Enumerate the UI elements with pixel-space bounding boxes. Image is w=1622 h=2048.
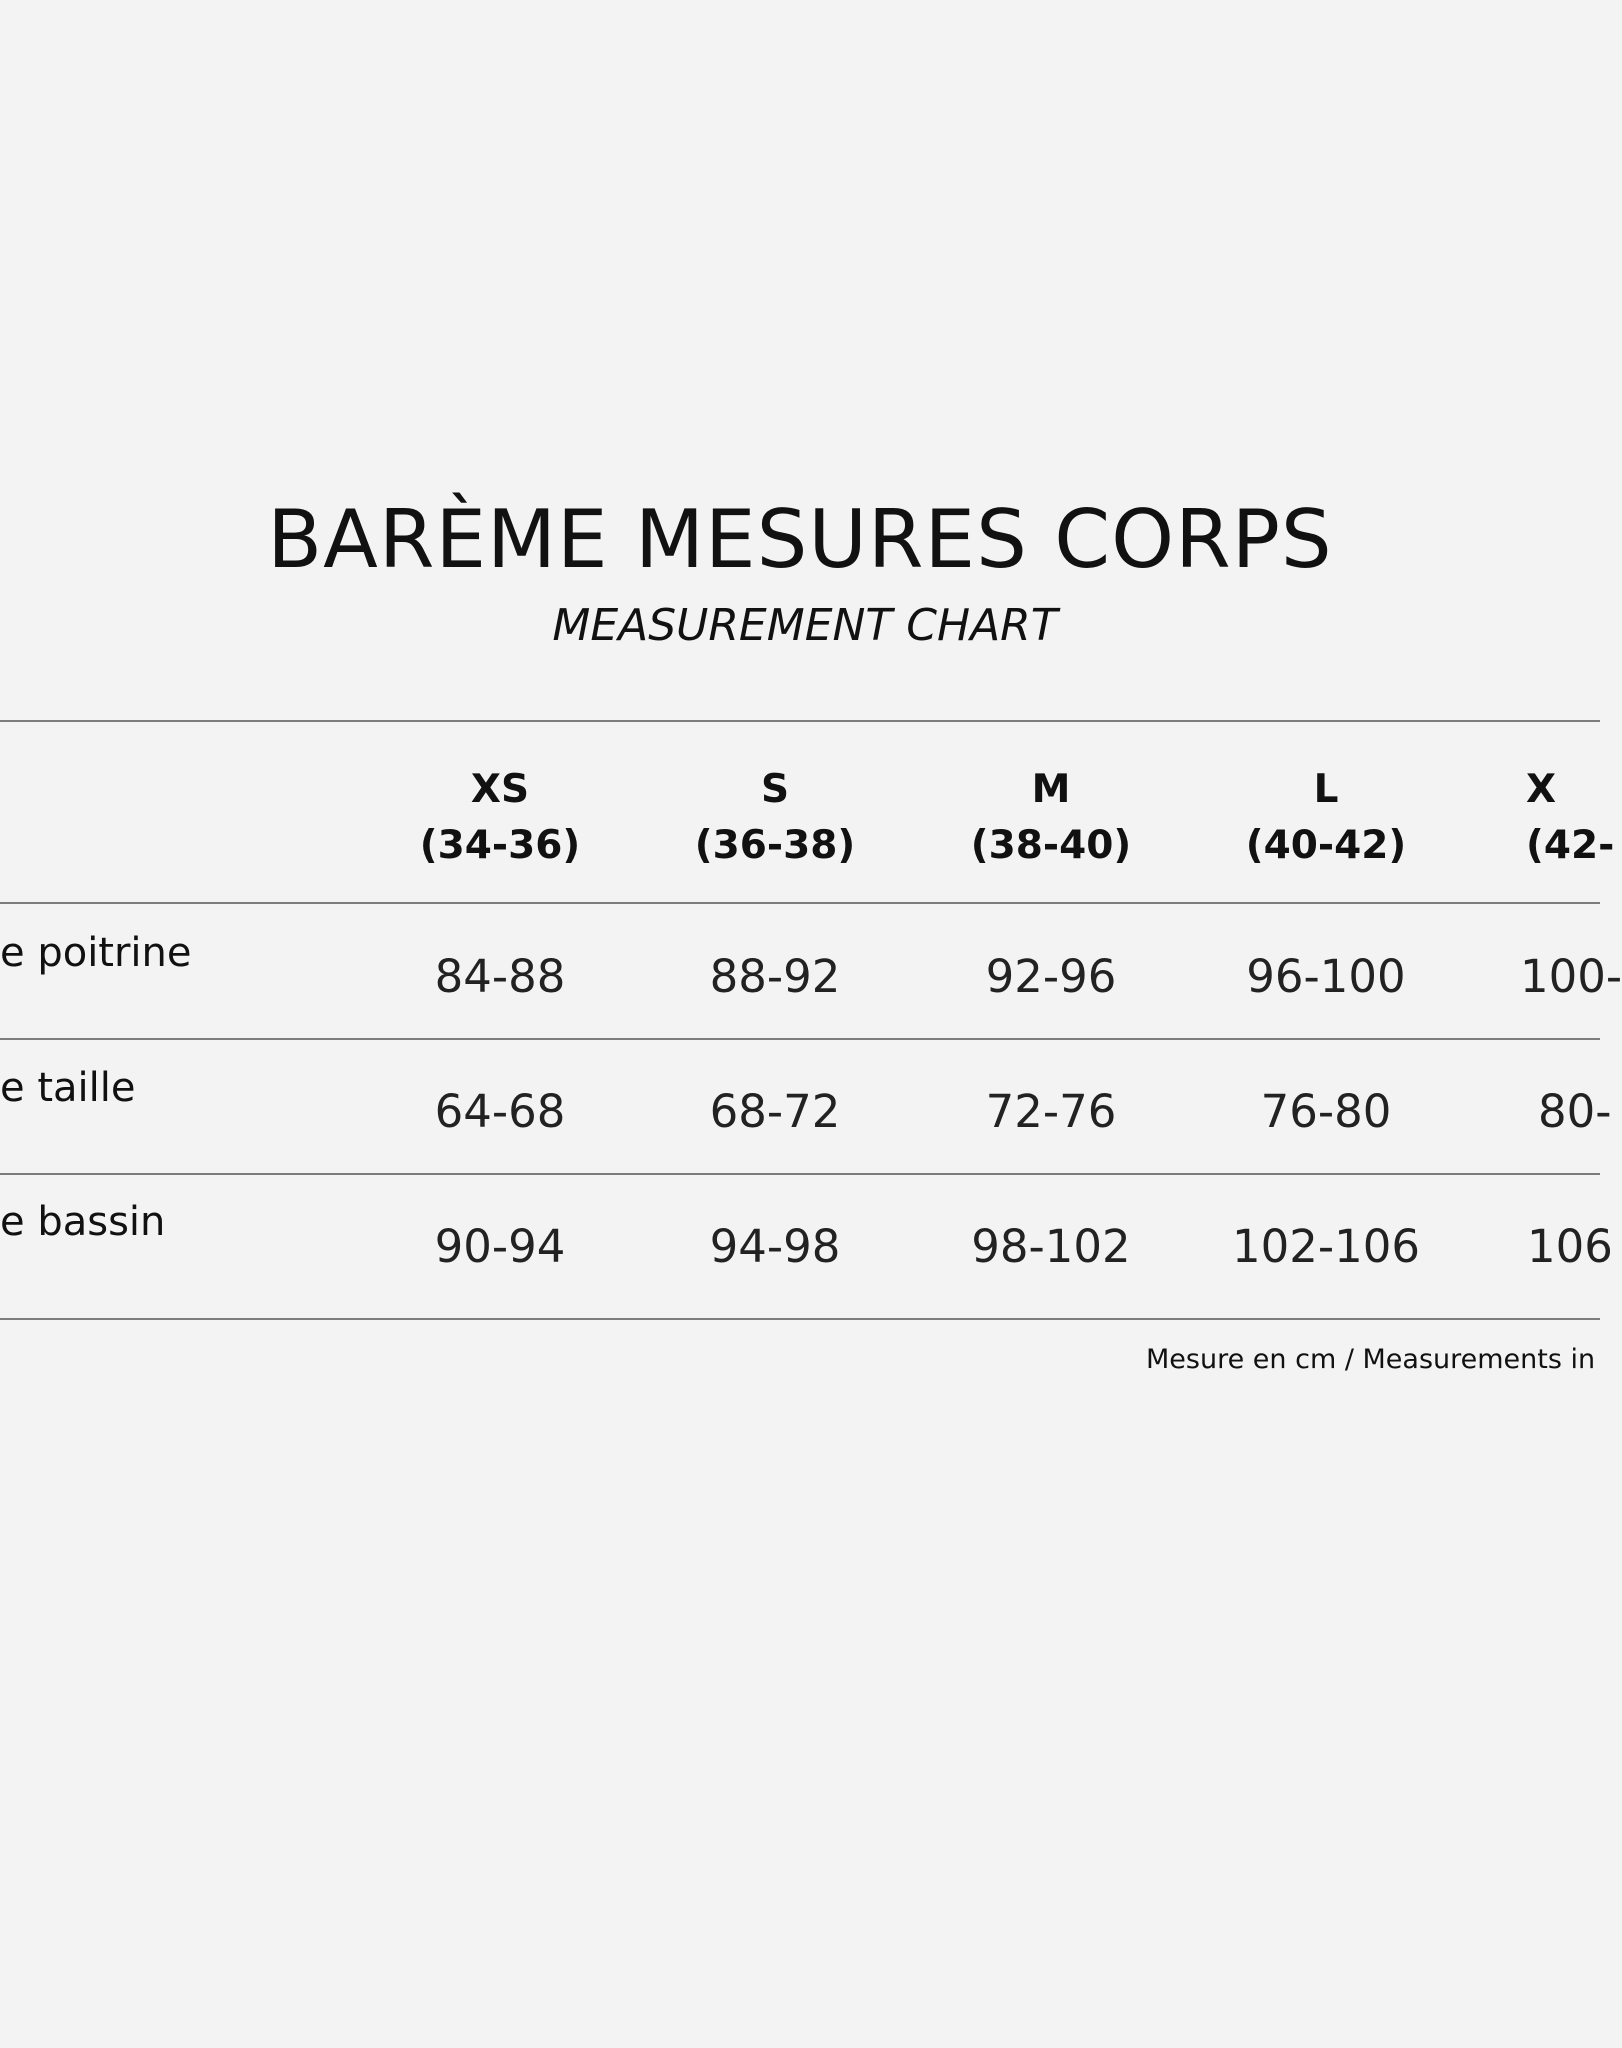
table-row-divider <box>0 1038 1600 1040</box>
table-cell: 80- <box>1538 1085 1612 1138</box>
page-title: BARÈME MESURES CORPS <box>267 493 1333 586</box>
column-header-size: S <box>760 767 790 812</box>
table-cell: 102-106 <box>1231 1220 1421 1273</box>
column-header-size: L <box>1313 767 1339 812</box>
table-cell: 100- <box>1520 950 1622 1003</box>
column-header-range: (42- <box>1526 823 1615 868</box>
row-label: e taille <box>0 1065 136 1111</box>
table-cell: 72-76 <box>985 1085 1117 1138</box>
table-cell: 68-72 <box>709 1085 841 1138</box>
column-header-size: XS <box>470 767 530 812</box>
table-cell: 94-98 <box>709 1220 841 1273</box>
table-cell: 84-88 <box>434 950 566 1003</box>
table-cell: 76-80 <box>1260 1085 1392 1138</box>
table-cell: 92-96 <box>985 950 1117 1003</box>
column-header-size: X <box>1526 767 1557 812</box>
table-cell: 98-102 <box>971 1220 1131 1273</box>
column-header-range: (34-36) <box>419 823 581 868</box>
table-bottom-border <box>0 1318 1600 1320</box>
column-header-range: (38-40) <box>970 823 1132 868</box>
table-cell: 64-68 <box>434 1085 566 1138</box>
column-header-range: (40-42) <box>1245 823 1407 868</box>
table-cell: 90-94 <box>434 1220 566 1273</box>
row-label: e poitrine <box>0 930 192 976</box>
table-cell: 106 <box>1527 1220 1613 1273</box>
table-header-divider <box>0 902 1600 904</box>
table-top-border <box>0 720 1600 722</box>
units-note: Mesure en cm / Measurements in <box>1146 1344 1596 1375</box>
row-label: e bassin <box>0 1199 166 1245</box>
column-header-size: M <box>1031 767 1071 812</box>
table-row-divider <box>0 1173 1600 1175</box>
table-cell: 88-92 <box>709 950 841 1003</box>
table-cell: 96-100 <box>1246 950 1406 1003</box>
column-header-range: (36-38) <box>694 823 856 868</box>
page-subtitle: MEASUREMENT CHART <box>552 600 1058 651</box>
